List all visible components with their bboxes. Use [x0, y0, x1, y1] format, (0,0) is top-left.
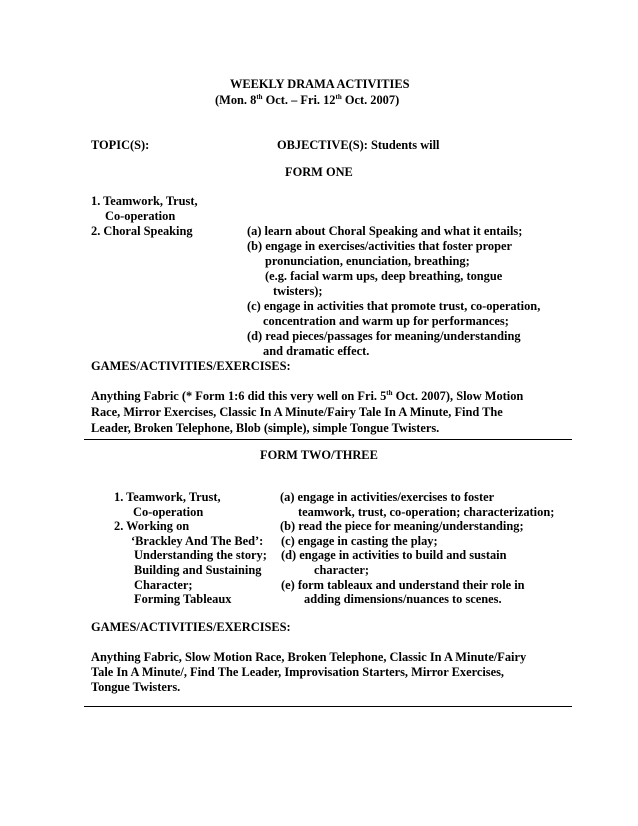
form-one-games-line: Leader, Broken Telephone, Blob (simple), simple Tongue Twisters.: [91, 421, 440, 435]
form-two-three-topic: ‘Brackley And The Bed’:: [131, 534, 264, 548]
form-two-three-topic: Forming Tableaux: [134, 592, 232, 606]
form-two-three-games-line: Tongue Twisters.: [91, 680, 181, 694]
form-two-three-objective: (b) read the piece for meaning/understanding;: [280, 519, 524, 533]
form-one-topic: 2. Choral Speaking: [91, 224, 193, 238]
form-two-three-topic: 1. Teamwork, Trust,: [114, 490, 221, 504]
date-range: (Mon. 8th Oct. – Fri. 12th Oct. 2007): [215, 93, 400, 107]
topics-heading: TOPIC(S):: [91, 138, 150, 152]
form-two-three-topic: Character;: [134, 578, 193, 592]
document-title: WEEKLY DRAMA ACTIVITIES: [230, 77, 410, 91]
form-two-three-topic: Understanding the story;: [134, 548, 267, 562]
form-two-three-objective: (a) engage in activities/exercises to foster: [280, 490, 495, 504]
form-two-three-games-heading: GAMES/ACTIVITIES/EXERCISES:: [91, 620, 291, 634]
form-one-objective: (b) engage in exercises/activities that foster proper: [247, 239, 512, 253]
form-two-three-topic: 2. Working on: [114, 519, 190, 533]
form-one-heading: FORM ONE: [285, 165, 353, 179]
form-one-objective: twisters);: [273, 284, 323, 298]
form-two-three-topic: Building and Sustaining: [134, 563, 262, 577]
form-two-three-games-line: Tale In A Minute/, Find The Leader, Improvisation Starters, Mirror Exercises,: [91, 665, 505, 679]
form-one-objective: (e.g. facial warm ups, deep breathing, tongue: [265, 269, 503, 283]
section-divider: [84, 439, 572, 440]
form-two-three-objective: character;: [314, 563, 370, 577]
objectives-heading: OBJECTIVE(S): Students will: [277, 138, 440, 152]
form-two-three-objective: adding dimensions/nuances to scenes.: [304, 592, 502, 606]
form-two-three-objective: (c) engage in casting the play;: [281, 534, 438, 548]
form-two-three-heading: FORM TWO/THREE: [260, 448, 378, 462]
form-one-objective: concentration and warm up for performances;: [263, 314, 509, 328]
form-one-objective: (c) engage in activities that promote trust, co-operation,: [247, 299, 541, 313]
form-one-objective: and dramatic effect.: [263, 344, 370, 358]
form-one-games-line: Race, Mirror Exercises, Classic In A Minute/Fairy Tale In A Minute, Find The: [91, 405, 503, 419]
form-one-objective: (d) read pieces/passages for meaning/understanding: [247, 329, 521, 343]
form-one-games-line: Anything Fabric (* Form 1:6 did this very well on Fri. 5th Oct. 2007), Slow Motion: [91, 389, 524, 403]
form-two-three-objective: (e) form tableaux and understand their role in: [281, 578, 525, 592]
form-two-three-topic: Co-operation: [133, 505, 204, 519]
bottom-divider: [84, 706, 572, 707]
form-two-three-games-line: Anything Fabric, Slow Motion Race, Broken Telephone, Classic In A Minute/Fairy: [91, 650, 527, 664]
form-two-three-objective: (d) engage in activities to build and sustain: [281, 548, 507, 562]
form-one-topic: Co-operation: [105, 209, 176, 223]
form-one-games-heading: GAMES/ACTIVITIES/EXERCISES:: [91, 359, 291, 373]
form-two-three-objective: teamwork, trust, co-operation; characterization;: [298, 505, 555, 519]
form-one-objective: pronunciation, enunciation, breathing;: [265, 254, 470, 268]
form-one-topic: 1. Teamwork, Trust,: [91, 194, 198, 208]
form-one-objective: (a) learn about Choral Speaking and what it entails;: [247, 224, 523, 238]
